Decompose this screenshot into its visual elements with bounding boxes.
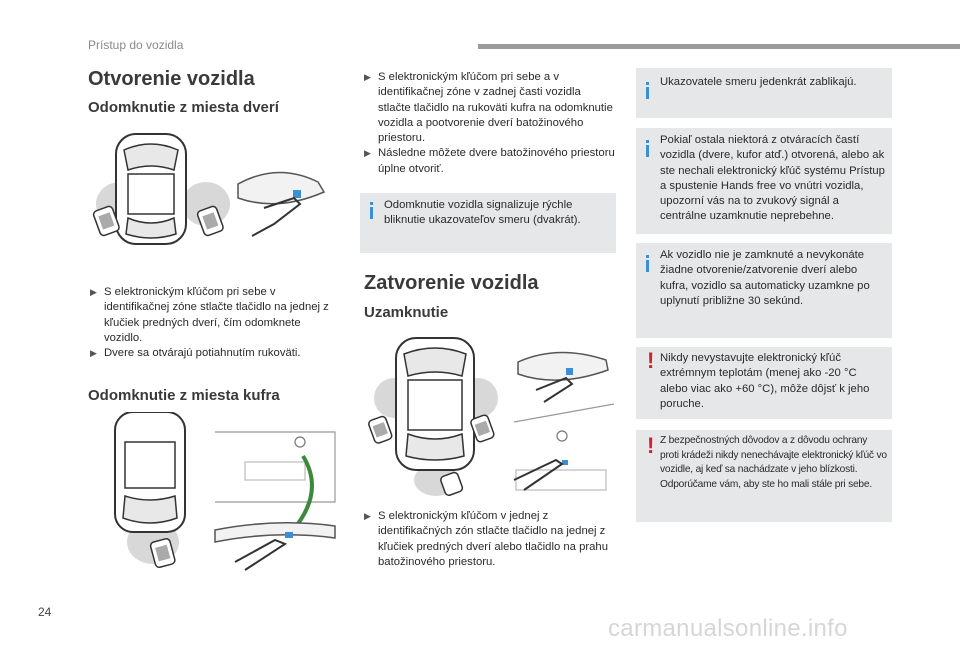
warning-icon: ! [647, 348, 655, 373]
warning-text: Z bezpečnostných dôvodov a z dôvodu ochrany proti krádeži nikdy nenechávajte elektronický kľúč vo vozidle, aj keď sa nachádzate v jeho blízkosti. Odporúčame vám, aby ste ho mali stále pri sebe. [660, 435, 887, 490]
lock-bullet-list [364, 509, 616, 570]
list-item: ▶ Dvere sa otvárajú potiahnutím rukoväti. [90, 347, 301, 360]
warning-icon: ! [647, 433, 655, 458]
watermark[interactable]: carmanualsonline.info [608, 615, 848, 642]
warning-box-temperature [636, 347, 892, 419]
info-icon [370, 202, 373, 205]
door-handle [238, 172, 324, 236]
info-text: Pokiaľ ostala niektorá z otváracích častí vozidla (dvere, kufor atď.) otvorená, alebo ak ste nechali elektronický kľúč systému Prístup a spustenie Hands free vo vnútri vozidla, upozorní vás na to zvukový signál a centrálne uzamknutie neprebehne. [660, 134, 885, 223]
list-item: ▶ S elektronickým kľúčom pri sebe v identifikačnej zóne stlačte tlačidlo na jednej z kľučiek predných dverí, čím odomknete vozidlo. [90, 286, 329, 344]
info-box-auto-lock [636, 243, 892, 338]
trunk-sill [514, 404, 614, 490]
heading-doors: Odomknutie z miesta dverí [88, 99, 279, 116]
info-box-blink [636, 68, 892, 118]
key-fob-left [368, 415, 393, 444]
doors-bullet-list [90, 285, 334, 361]
page-title: Otvorenie vozidla [88, 68, 255, 90]
info-box-unlock-signal [360, 193, 616, 253]
info-box-open-parts [636, 128, 892, 234]
info-icon [646, 140, 649, 143]
heading-lock: Uzamknutie [364, 304, 449, 321]
info-text: Ak vozidlo nie je zamknuté a nevykonáte žiadne otvorenie/zatvorenie dverí alebo kufra, vozidlo sa automaticky uzamkne po uplynutí približne 30 sekúnd. [660, 249, 870, 307]
car-top-view [116, 134, 186, 244]
heading-trunk: Odomknutie z miesta kufra [88, 387, 280, 404]
list-item: ▶ S elektronickým kľúčom v jednej z identifikačných zón stlačte tlačidlo na jednej z kľučiek predných dverí alebo tlačidlo na prahu batožinového priestoru. [364, 510, 608, 568]
section-header: Prístup do vozidla [88, 38, 184, 52]
header-bar [478, 44, 960, 49]
info-text: Ukazovatele smeru jedenkrát zablikajú. [660, 76, 857, 88]
lock-illustration [368, 334, 616, 496]
warning-box-theft [636, 430, 892, 522]
list-item: ▶ Následne môžete dvere batožinového priestoru úplne otvoriť. [364, 147, 615, 175]
door-handle [518, 352, 608, 402]
warning-text: Nikdy nevystavujte elektronický kľúč extrémnym teplotám (menej ako -20 °C alebo viac ako +60 °C), môže dôjsť k jeho poruche. [660, 352, 870, 410]
trunk-rear-view [215, 432, 335, 570]
door-unlock-illustration [88, 128, 336, 248]
close-title: Zatvorenie vozidla [364, 272, 539, 294]
list-item: ▶ S elektronickým kľúčom pri sebe a v identifikačnej zóne v zadnej časti vozidla stlačte tlačidlo na rukoväti kufra na odomknutie vozidla a pootvorenie dverí batožinového priestoru. [364, 71, 613, 145]
car-top-view-rear [115, 412, 185, 532]
trunk-bullet-list [364, 70, 616, 177]
car-top-view [396, 338, 474, 470]
info-icon [646, 255, 649, 258]
info-icon [646, 82, 649, 85]
page-number: 24 [38, 605, 52, 619]
info-text: Odomknutie vozidla signalizuje rýchle bliknutie ukazovateľov smeru (dvakrát). [384, 199, 581, 227]
trunk-unlock-illustration [95, 412, 340, 572]
